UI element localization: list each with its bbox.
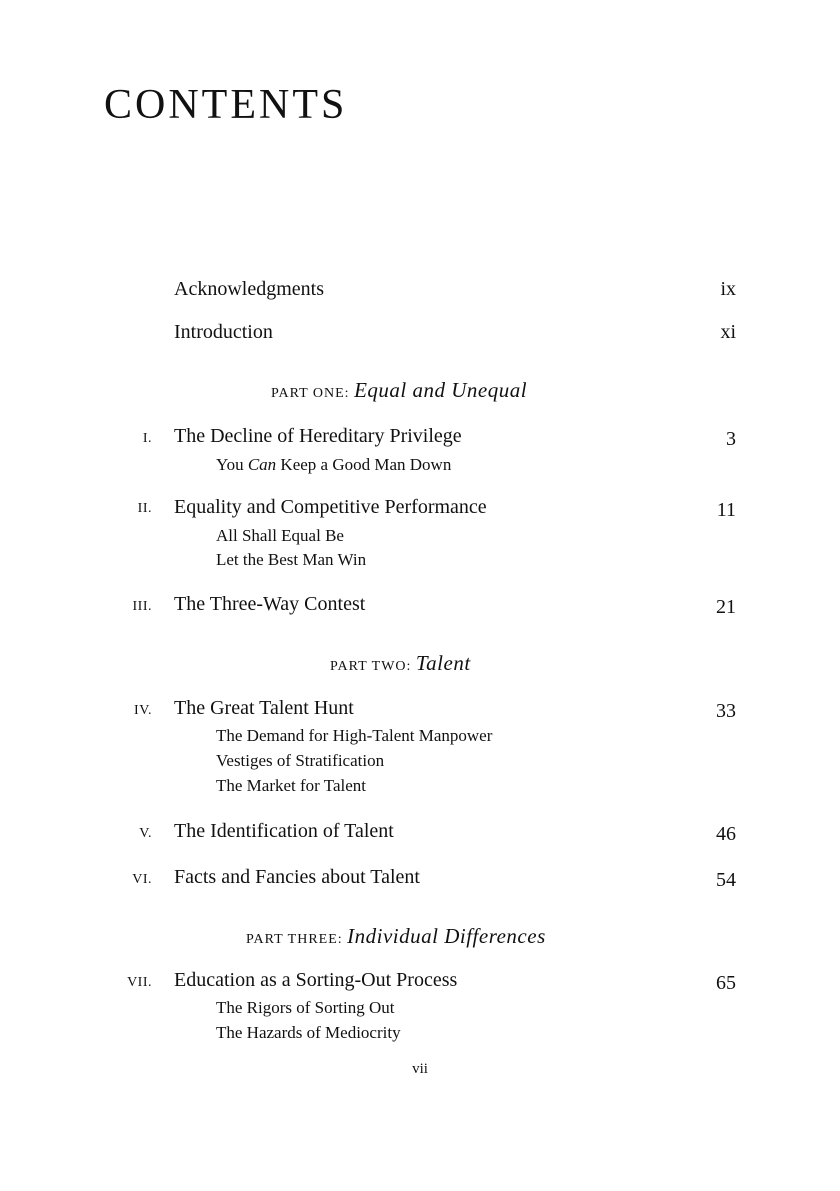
page-number: 46 bbox=[716, 823, 736, 845]
section-title[interactable]: All Shall Equal Be bbox=[216, 526, 344, 545]
chapter-number: IV. bbox=[134, 703, 152, 718]
chapter-number: II. bbox=[137, 501, 152, 516]
part-heading-two bbox=[330, 653, 471, 674]
section-title[interactable]: Vestiges of Stratification bbox=[216, 751, 385, 770]
part-title: Individual Differences bbox=[347, 924, 546, 948]
page-number: 11 bbox=[716, 499, 736, 521]
chapter-number: I. bbox=[142, 431, 152, 446]
page-title: CONTENTS bbox=[104, 82, 348, 128]
page-number: 33 bbox=[716, 700, 736, 722]
part-label: PART ONE: bbox=[271, 386, 350, 401]
part-heading-three bbox=[246, 926, 546, 947]
page-number: ix bbox=[720, 278, 736, 300]
section-title[interactable]: Let the Best Man Win bbox=[216, 550, 367, 569]
page-number: 65 bbox=[716, 972, 736, 994]
section-title[interactable]: The Demand for High-Talent Manpower bbox=[216, 726, 493, 745]
chapter-number: III. bbox=[132, 599, 152, 614]
chapter-title[interactable]: Equality and Competitive Performance bbox=[174, 496, 487, 518]
toc-entry-acknowledgments[interactable]: Acknowledgments bbox=[174, 278, 324, 300]
chapter-title[interactable]: The Three-Way Contest bbox=[174, 593, 366, 615]
part-label: PART TWO: bbox=[330, 659, 412, 674]
chapter-title[interactable]: The Decline of Hereditary Privilege bbox=[174, 425, 462, 447]
part-title: Talent bbox=[415, 651, 471, 675]
section-title[interactable]: The Market for Talent bbox=[216, 776, 367, 795]
page-number: 21 bbox=[716, 596, 736, 618]
chapter-title[interactable]: The Identification of Talent bbox=[174, 820, 394, 842]
page-number: xi bbox=[720, 321, 736, 343]
part-heading-one bbox=[271, 380, 527, 401]
page-number: 54 bbox=[716, 869, 736, 891]
chapter-number: VII. bbox=[127, 975, 152, 990]
section-title[interactable]: The Rigors of Sorting Out bbox=[216, 998, 395, 1017]
part-title: Equal and Unequal bbox=[354, 378, 528, 402]
chapter-title[interactable]: The Great Talent Hunt bbox=[174, 697, 354, 719]
toc-entry-introduction[interactable]: Introduction bbox=[174, 321, 273, 343]
chapter-title[interactable]: Facts and Fancies about Talent bbox=[174, 866, 420, 888]
page-folio: vii bbox=[412, 1061, 428, 1077]
chapter-number: V. bbox=[139, 826, 152, 841]
section-title[interactable]: The Hazards of Mediocrity bbox=[216, 1023, 401, 1042]
chapter-title[interactable]: Education as a Sorting-Out Process bbox=[174, 969, 458, 991]
section-title[interactable]: You Can Keep a Good Man Down bbox=[216, 455, 452, 474]
part-label: PART THREE: bbox=[246, 932, 343, 947]
chapter-number: VI. bbox=[132, 872, 152, 887]
page-number: 3 bbox=[726, 428, 736, 450]
